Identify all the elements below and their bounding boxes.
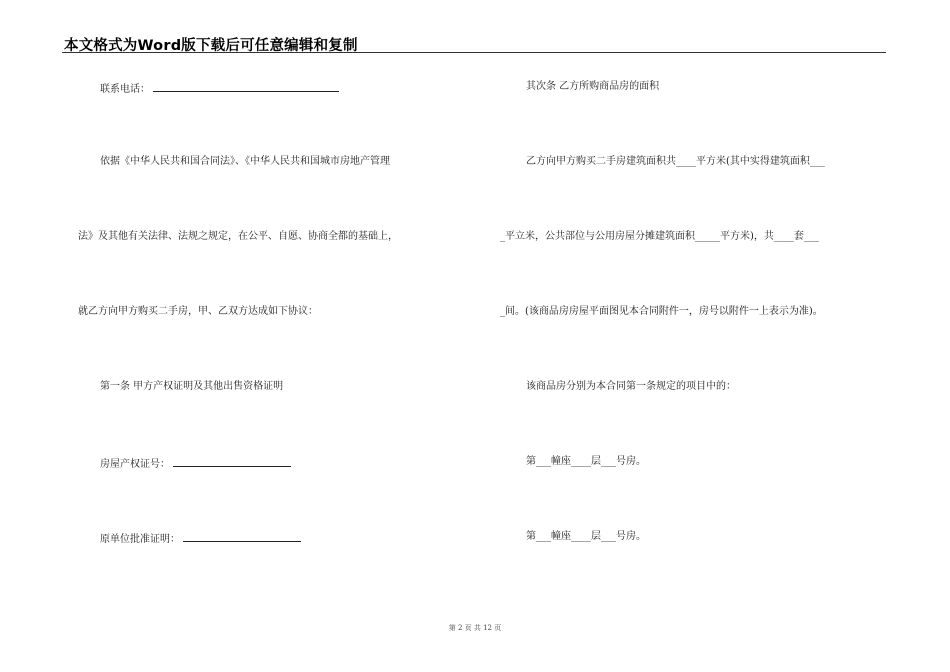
area-line-1: 乙方向甲方购买二手房建筑面积共____平方米(其中实得建筑面积___: [526, 156, 825, 167]
header-divider: [62, 52, 886, 53]
property-cert-label: 房屋产权证号：: [100, 459, 170, 470]
area-line-2: _平立米，公共部位与公用房屋分摊建筑面积_____平方米)，共____套___: [500, 231, 819, 242]
contact-phone-label: 联系电话：: [100, 84, 150, 95]
preamble-line-1: 依据《中华人民共和国合同法》、《中华人民共和国城市房地产管理: [100, 156, 390, 167]
contact-phone-blank: [153, 81, 339, 92]
unit-approval-field: [100, 531, 301, 546]
document-header-title: 本文格式为Word版下载后可任意编辑和复制: [64, 38, 358, 54]
property-cert-field: [100, 456, 291, 471]
unit-approval-blank: [183, 531, 301, 542]
unit-line-1: 第___幢座____层___号房。: [526, 456, 646, 467]
article-1-title: 第一条 甲方产权证明及其他出售资格证明: [100, 381, 284, 392]
area-line-3: _间。(该商品房房屋平面图见本合同附件一，房号以附件一上表示为准)。: [500, 306, 823, 317]
property-cert-blank: [173, 456, 291, 467]
location-intro: 该商品房分别为本合同第一条规定的项目中的：: [526, 381, 736, 392]
preamble-line-2: 法》及其他有关法律、法规之规定，在公平、自愿、协商全都的基础上，: [78, 231, 398, 242]
unit-approval-label: 原单位批准证明：: [100, 534, 180, 545]
page-indicator: 第 2 页 共 12 页: [448, 624, 502, 632]
preamble-line-3: 就乙方向甲方购买二手房，甲、乙双方达成如下协议：: [78, 306, 318, 317]
contact-phone-field: [100, 81, 339, 96]
article-2-title: 其次条 乙方所购商品房的面积: [526, 81, 660, 92]
unit-line-2: 第___幢座____层___号房。: [526, 531, 646, 542]
